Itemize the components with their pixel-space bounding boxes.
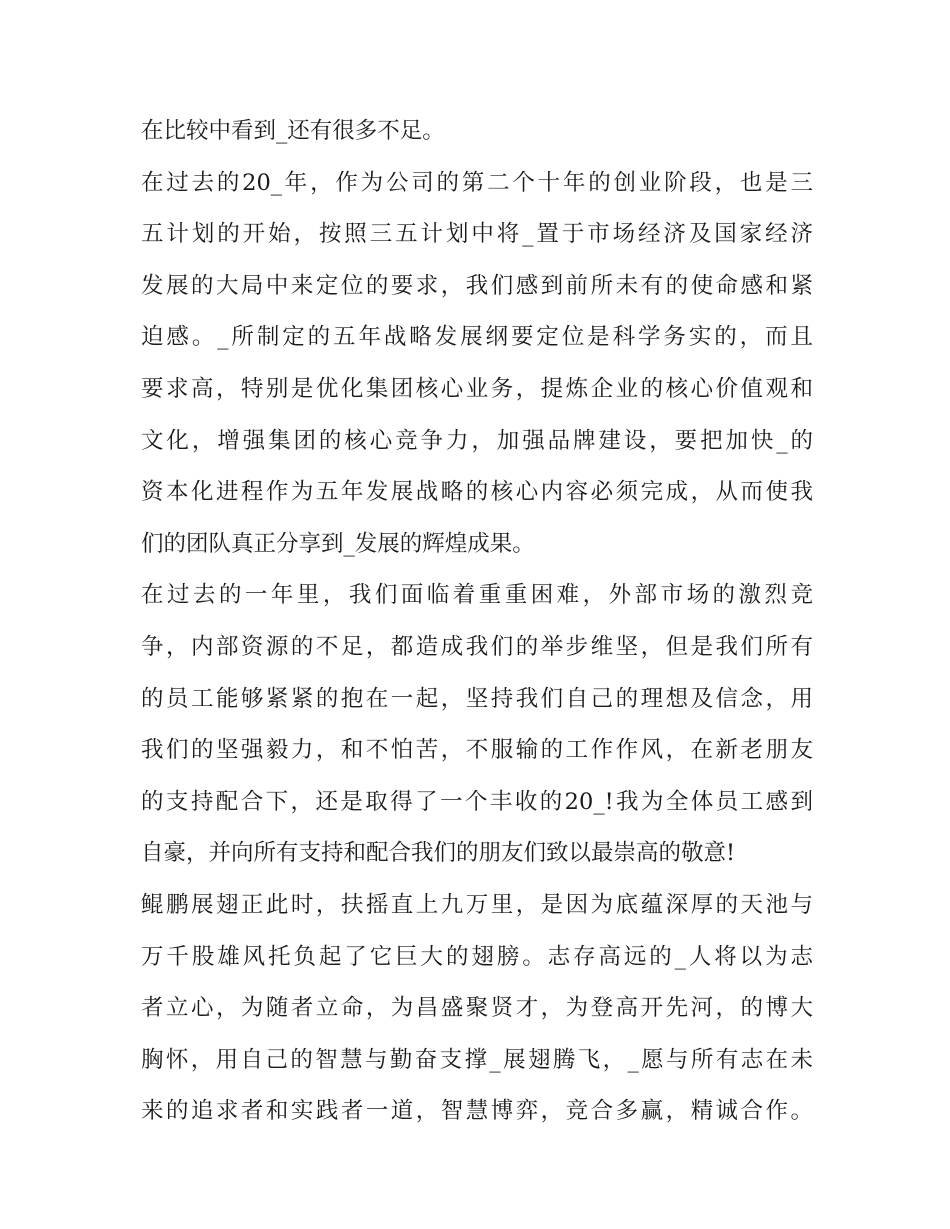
text-line: 胸怀，用自己的智慧与勤奋支撑_展翅腾飞，_愿与所有志在未 [141, 1046, 813, 1073]
text-line: 在过去的一年里，我们面临着重重困难，外部市场的激烈竞 [141, 582, 813, 609]
text-line: 来的追求者和实践者一道，智慧博弈，竞合多赢，精诚合作。 [141, 1098, 813, 1125]
text-line: 们的团队真正分享到_发展的辉煌成果。 [141, 530, 535, 557]
text-line: 资本化进程作为五年发展战略的核心内容必须完成，从而使我 [141, 479, 813, 506]
text-line: 要求高，特别是优化集团核心业务，提炼企业的核心价值观和 [141, 375, 813, 402]
text-line: 五计划的开始，按照三五计划中将_置于市场经济及国家经济 [141, 221, 813, 248]
paragraph-1 [141, 106, 813, 158]
text-line: 发展的大局中来定位的要求，我们感到前所未有的使命感和紧 [141, 272, 813, 299]
paragraph-2 [141, 158, 813, 571]
paragraph-3 [141, 570, 813, 880]
text-line: 我们的坚强毅力，和不怕苦，不服输的工作作风，在新老朋友 [141, 737, 813, 764]
text-line: 文化，增强集团的核心竞争力，加强品牌建设，要把加快_的 [141, 427, 813, 454]
document-body [141, 106, 813, 1138]
text-line: 在过去的20_年，作为公司的第二个十年的创业阶段，也是三 [141, 169, 813, 196]
text-line: 的支持配合下，还是取得了一个丰收的20_!我为全体员工感到 [141, 788, 813, 815]
paragraph-4 [141, 880, 813, 1138]
text-line: 万千股雄风托负起了它巨大的翅膀。志存高远的_人将以为志 [141, 943, 813, 970]
text-line: 争，内部资源的不足，都造成我们的举步维坚，但是我们所有 [141, 633, 813, 660]
text-line: 者立心，为随者立命，为昌盛聚贤才，为登高开先河，的博大 [141, 995, 813, 1022]
text-line: 在比较中看到_还有很多不足。 [141, 118, 445, 144]
text-line: 的员工能够紧紧的抱在一起，坚持我们自己的理想及信念，用 [141, 685, 813, 712]
text-line: 自豪，并向所有支持和配合我们的朋友们致以最崇高的敬意! [141, 840, 736, 867]
text-line: 鲲鹏展翅正此时，扶摇直上九万里，是因为底蕴深厚的天池与 [141, 891, 813, 918]
text-line: 迫感。_所制定的五年战略发展纲要定位是科学务实的，而且 [141, 324, 813, 351]
